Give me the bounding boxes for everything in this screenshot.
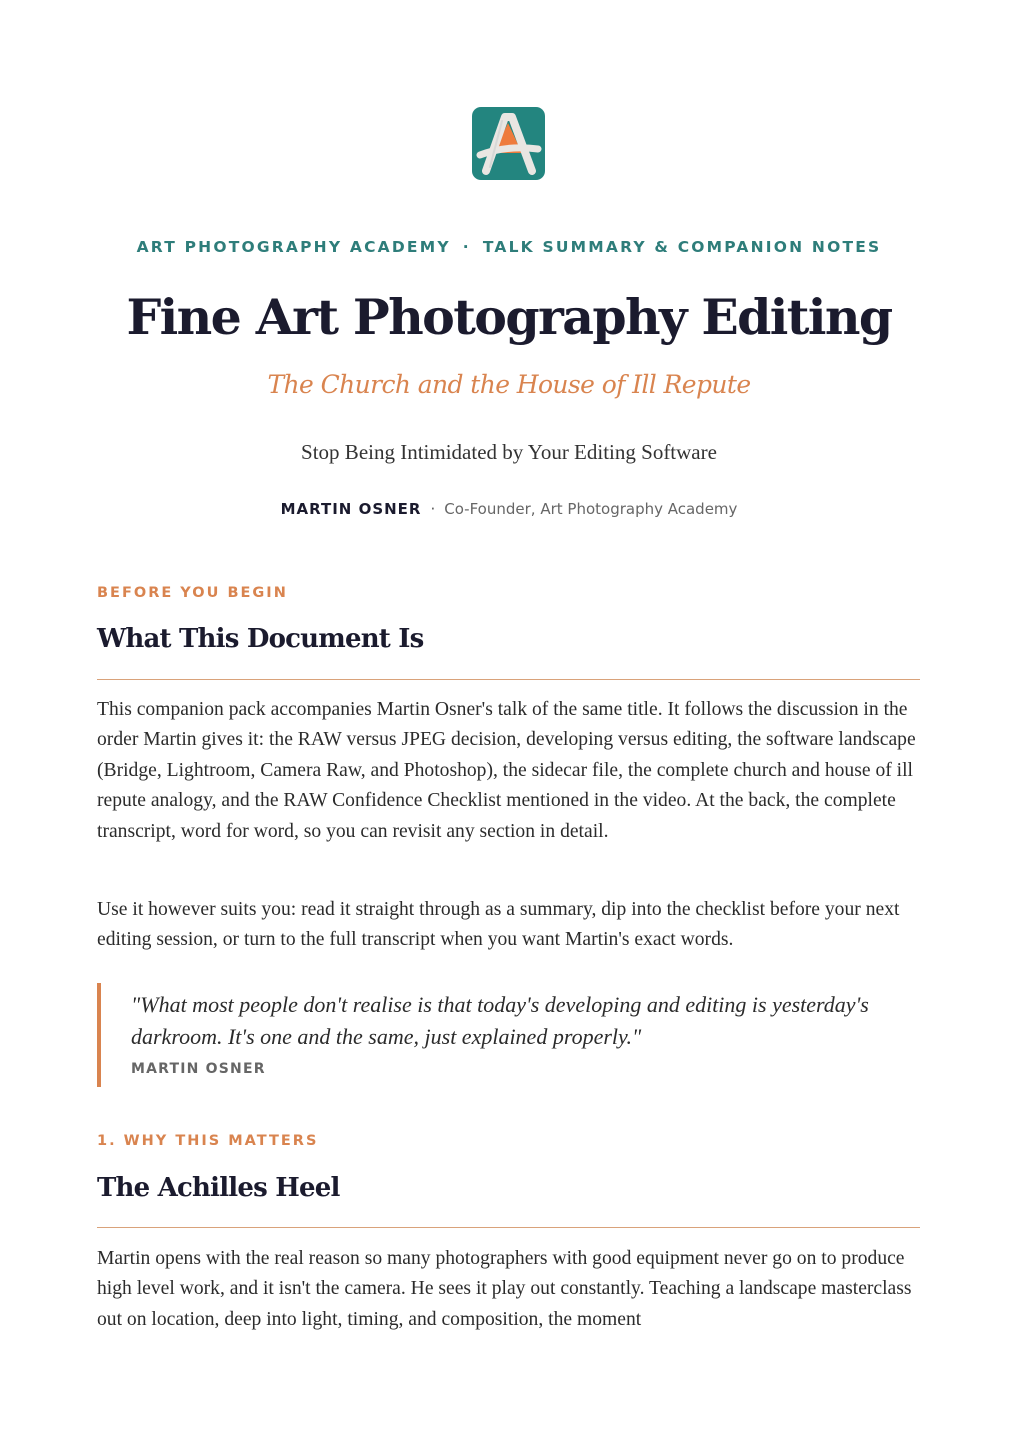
academy-logo-icon	[472, 107, 545, 180]
intro-paragraph-2: Use it however suits you: read it straight through as a summary, dip into the checklist before your next editing session, or turn to the full transcript when you want Martin's exact words.	[97, 899, 900, 951]
section-divider	[97, 679, 920, 680]
author-name: MARTIN OSNER	[280, 500, 422, 518]
intro-kicker: BEFORE YOU BEGIN	[97, 585, 288, 601]
quote-text: "What most people don't realise is that today's developing and editing is yesterday's darkroom. It's one and the same, just explained properly."	[131, 992, 869, 1049]
byline-separator: ·	[430, 500, 436, 518]
page-title: Fine Art Photography Editing	[126, 288, 892, 346]
document-type: TALK SUMMARY & COMPANION NOTES	[482, 238, 882, 256]
section1-heading: The Achilles Heel	[97, 1173, 340, 1203]
header-separator: ·	[462, 238, 471, 256]
intro-heading: What This Document Is	[97, 624, 424, 654]
quote-author: MARTIN OSNER	[131, 1061, 266, 1077]
intro-paragraph-1: This companion pack accompanies Martin Osner's talk of the same title. It follows the discussion in the order Martin gives it: the RAW versus JPEG decision, developing versus editing, the software landscape (Bridge, Lightroom, Camera Raw, and Photoshop), the sidecar file, the complete church and house of ill repute analogy, and the RAW Confidence Checklist mentioned in the video. At the back, the complete transcript, word for word, so you can revisit any section in detail.	[97, 699, 916, 842]
page-tagline: Stop Being Intimidated by Your Editing Software	[301, 440, 717, 464]
pull-quote	[97, 983, 881, 1087]
author-byline	[0, 500, 1018, 518]
section-divider	[97, 1227, 920, 1228]
page-subtitle: The Church and the House of Ill Repute	[267, 370, 751, 399]
section1-paragraph: Martin opens with the real reason so many photographers with good equipment never go on to produce high level work, and it isn't the camera. He sees it play out constantly. Teaching a landscape masterclass out on location, deep into light, timing, and composition, the moment	[97, 1248, 912, 1330]
section1-kicker: 1. WHY THIS MATTERS	[97, 1133, 319, 1149]
org-name: ART PHOTOGRAPHY ACADEMY	[136, 238, 451, 256]
author-role: Co-Founder, Art Photography Academy	[444, 500, 738, 518]
document-header-line	[0, 238, 1018, 256]
